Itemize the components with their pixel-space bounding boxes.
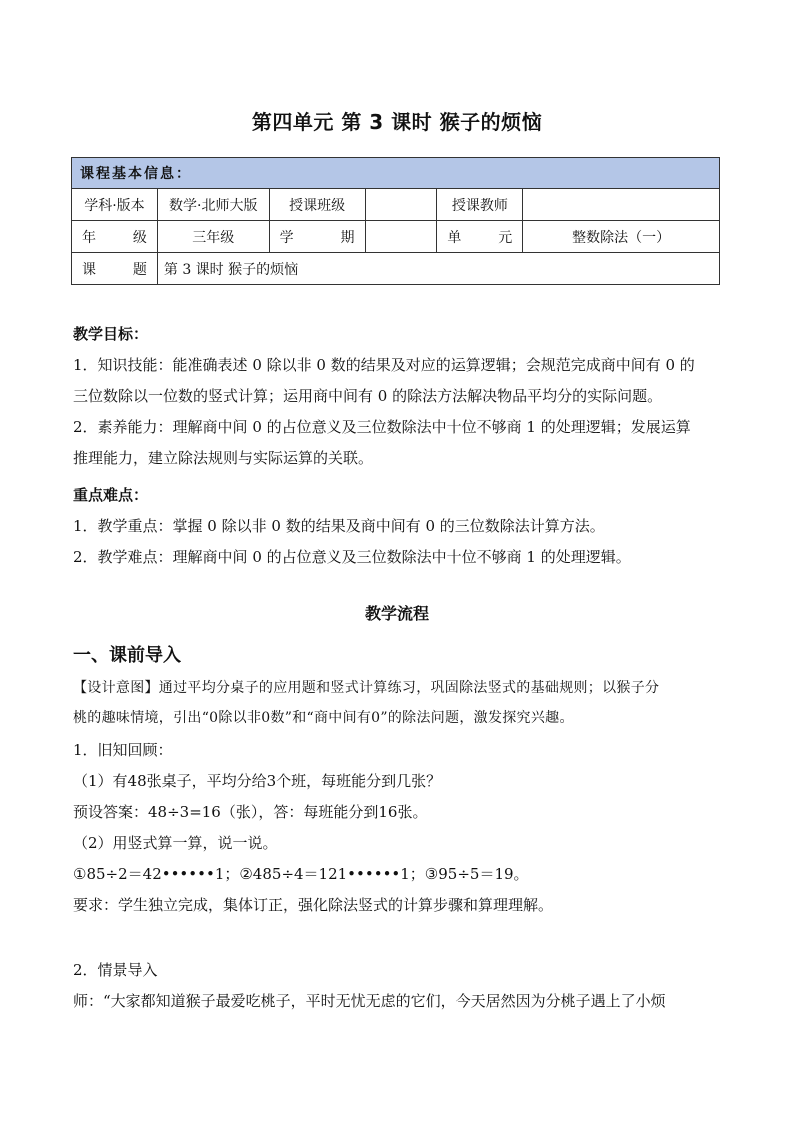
unit-value: 整数除法（一） (523, 221, 720, 253)
topic-value: 第 3 课时 猴子的烦恼 (157, 253, 719, 285)
key-points (73, 480, 723, 573)
topic-label: 课 题 (72, 253, 158, 285)
review-line: ①85÷2＝42••••••1；②485÷4＝121••••••1；③95÷5＝19。 (73, 865, 529, 883)
flow-heading: 教学流程 (364, 604, 429, 623)
review-line: 1．旧知回顾： (73, 741, 173, 759)
unit-label: 单 元 (437, 221, 523, 253)
grade-label: 年 级 (72, 221, 158, 253)
subject-label: 学科·版本 (72, 189, 158, 221)
keypoints-line: 1．教学重点：掌握 0 除以非 0 数的结果及商中间有 0 的三位数除法计算方法。 (73, 517, 605, 535)
teaching-goals (73, 319, 723, 474)
intent-line: 桃的趣味情境，引出“0除以非0数”和“商中间有0”的除法问题，激发探究兴趣。 (73, 710, 574, 726)
class-label: 授课班级 (269, 189, 365, 221)
scene-line: 2．情景导入 (73, 961, 158, 979)
scene-section (73, 955, 723, 1017)
goals-line: 1．知识技能：能准确表述 0 除以非 0 数的结果及对应的运算逻辑；会规范完成商中间有 0 的 (73, 356, 695, 374)
keypoints-heading: 重点难点： (73, 486, 149, 504)
review-line: 预设答案：48÷3=16（张），答：每班能分到16张。 (73, 803, 428, 821)
review-section (73, 735, 723, 921)
term-value (365, 221, 437, 253)
goals-line: 2．素养能力：理解商中间 0 的占位意义及三位数除法中十位不够商 1 的处理逻辑；发展运算 (73, 418, 691, 436)
page-title: 第四单元 第 3 课时 猴子的烦恼 (251, 110, 543, 134)
term-label: 学 期 (269, 221, 365, 253)
table-row (72, 221, 720, 253)
review-line: （1）有48张桌子，平均分给3个班，每班能分到几张？ (73, 772, 442, 790)
subject-value: 数学·北师大版 (157, 189, 269, 221)
table-header-row (72, 158, 720, 189)
class-value (365, 189, 437, 221)
table-row (72, 189, 720, 221)
goals-heading: 教学目标： (73, 325, 149, 343)
intent-line: 【设计意图】通过平均分桌子的应用题和竖式计算练习，巩固除法竖式的基础规则；以猴子分 (73, 680, 660, 696)
table-row (72, 253, 720, 285)
goals-line: 三位数除以一位数的竖式计算；运用商中间有 0 的除法方法解决物品平均分的实际问题。 (73, 387, 663, 405)
review-line: 要求：学生独立完成，集体订正，强化除法竖式的计算步骤和算理理解。 (73, 896, 554, 914)
teacher-value (523, 189, 720, 221)
goals-line: 推理能力，建立除法规则与实际运算的关联。 (73, 449, 374, 467)
design-intent (73, 673, 723, 733)
section1-heading: 一、课前导入 (73, 645, 181, 666)
keypoints-line: 2．教学难点：理解商中间 0 的占位意义及三位数除法中十位不够商 1 的处理逻辑。 (73, 548, 631, 566)
course-info-table (71, 157, 720, 285)
scene-line: 师：“大家都知道猴子最爱吃桃子，平时无忧无虑的它们，今天居然因为分桃子遇上了小烦 (73, 992, 666, 1010)
review-line: （2）用竖式算一算，说一说。 (73, 834, 278, 852)
grade-value: 三年级 (157, 221, 269, 253)
teacher-label: 授课教师 (437, 189, 523, 221)
table-header: 课程基本信息： (72, 158, 720, 189)
